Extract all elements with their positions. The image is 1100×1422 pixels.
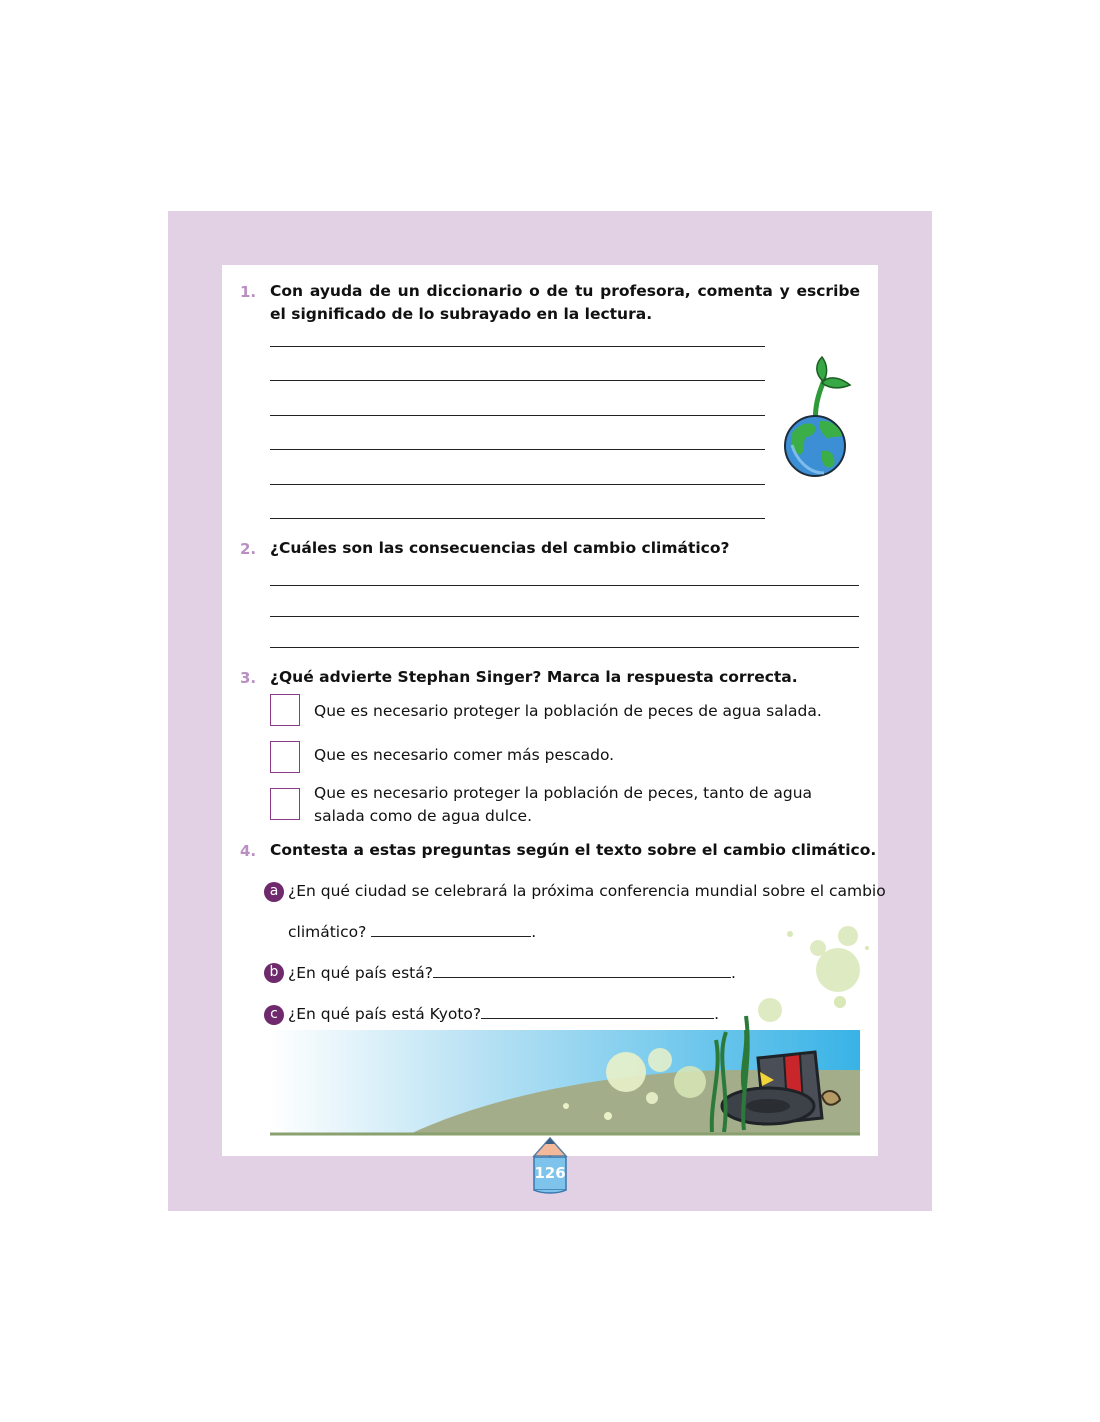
question-2-text: ¿Cuáles son las consecuencias del cambio climático? [270, 539, 730, 557]
option-checkbox-2[interactable] [270, 741, 300, 773]
subquestion-c-end: . [714, 1005, 720, 1023]
answer-line[interactable] [270, 449, 765, 450]
subquestion-a-line2 [288, 921, 536, 943]
question-4-text: Contesta a estas preguntas según el texto sobre el cambio climático. [270, 841, 877, 859]
option-2-text: Que es necesario comer más pescado. [314, 746, 615, 764]
answer-line[interactable] [270, 346, 765, 347]
question-3-number: 3. [240, 669, 257, 687]
bullet-c-icon: c [264, 1005, 284, 1025]
question-4-number: 4. [240, 842, 257, 860]
option-1-text: Que es necesario proteger la población de peces de agua salada. [314, 702, 822, 720]
question-2-number: 2. [240, 540, 257, 558]
subquestion-a-line1: ¿En qué ciudad se celebrará la próxima conferencia mundial sobre el cambio [288, 882, 886, 900]
option-checkbox-3[interactable] [270, 788, 300, 820]
question-3-text: ¿Qué advierte Stephan Singer? Marca la respuesta correcta. [270, 668, 798, 686]
subquestion-b [288, 962, 736, 984]
earth-sprout-icon [778, 355, 858, 481]
bullet-b-icon: b [264, 963, 284, 983]
answer-line[interactable] [270, 616, 859, 617]
answer-line[interactable] [270, 518, 765, 519]
answer-blank-c[interactable] [481, 1004, 714, 1019]
answer-blank-b[interactable] [433, 963, 731, 978]
option-3-text: Que es necesario proteger la población de peces, tanto de agua salada como de agua dulce. [314, 784, 813, 825]
question-1-number: 1. [240, 283, 257, 301]
question-1-text: Con ayuda de un diccionario o de tu profesora, comenta y escribe el significado de lo subrayado en la lectura. [270, 282, 860, 323]
answer-blank-a[interactable] [371, 922, 531, 937]
answer-line[interactable] [270, 647, 859, 648]
subquestion-c [288, 1003, 719, 1025]
page-number: 126 [534, 1164, 566, 1182]
answer-line[interactable] [270, 380, 765, 381]
bullet-a-icon: a [264, 882, 284, 902]
subquestion-a-text: climático? [288, 923, 367, 941]
subquestion-a-end: . [531, 923, 537, 941]
answer-line[interactable] [270, 585, 859, 586]
answer-line[interactable] [270, 484, 765, 485]
option-checkbox-1[interactable] [270, 694, 300, 726]
subquestion-c-text: ¿En qué país está Kyoto? [288, 1005, 482, 1023]
answer-line[interactable] [270, 415, 765, 416]
subquestion-b-text: ¿En qué país está? [288, 964, 433, 982]
subquestion-b-end: . [730, 964, 736, 982]
underwater-scene-illustration [270, 920, 890, 1136]
